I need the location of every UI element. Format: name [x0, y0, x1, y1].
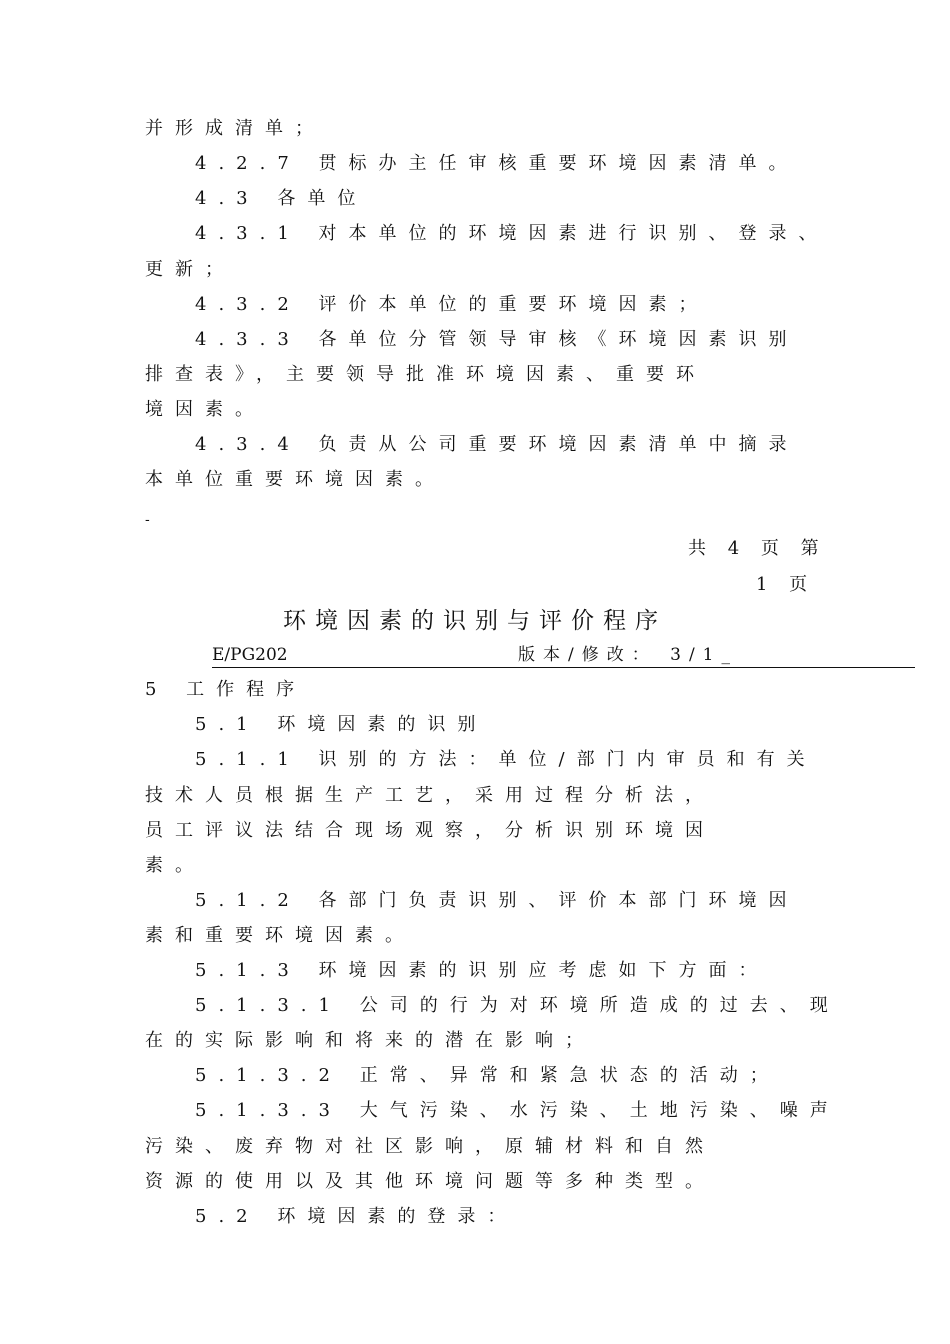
text-line: 素和重要环境因素。 [145, 925, 415, 946]
document-header-row [212, 645, 915, 668]
text-line: 排查表》，主要领导批准环境因素、重要环 [145, 364, 706, 385]
text-line: 5.1.2 各部门负责识别、评价本部门环境因 [195, 890, 799, 911]
text-line: 5.1.1 识别的方法：单位/部门内审员和有关 [195, 749, 817, 770]
text-line: 污染、废弃物对社区影响，原辅材料和自然 [145, 1136, 715, 1157]
text-line: 技术人员根据生产工艺，采用过程分析法， [145, 785, 715, 806]
section-heading: 5 工作程序 [145, 679, 307, 700]
text-line: 更新； [145, 259, 235, 280]
page-count: 共 4 页 第 [688, 538, 827, 559]
text-line: 4.3.3 各单位分管领导审核《环境因素识别 [195, 329, 799, 350]
text-line: 在的实际影响和将来的潜在影响； [145, 1030, 595, 1051]
text-line: 5.1.3.1 公司的行为对环境所造成的过去、现 [195, 995, 840, 1016]
section-heading: 5.2 环境因素的登录： [195, 1206, 518, 1227]
text-line: 境因素。 [145, 399, 265, 420]
text-line: 素。 [145, 855, 205, 876]
document-code: E/PG202 [212, 645, 288, 665]
section-heading: 5.1 环境因素的识别 [195, 714, 488, 735]
text-line: 4.3.1 对本单位的环境因素进行识别、登录、 [195, 223, 829, 244]
text-line: 5.1.3.3 大气污染、水污染、土地污染、噪声 [195, 1100, 840, 1121]
text-line: 员工评议法结合现场观察，分析识别环境因 [145, 820, 715, 841]
text-line: 本单位重要环境因素。 [145, 469, 445, 490]
page-number: 1 页 [756, 574, 816, 595]
text-line: 5.1.3.2 正常、异常和紧急状态的活动； [195, 1065, 780, 1086]
document-title: 环境因素的识别与评价程序 [283, 608, 667, 634]
page-separator: - [145, 512, 150, 528]
text-line: 4.3.4 负责从公司重要环境因素清单中摘录 [195, 434, 799, 455]
text-line: 4.3.2 评价本单位的重要环境因素； [195, 294, 709, 315]
text-line: 资源的使用以及其他环境问题等多种类型。 [145, 1171, 715, 1192]
text-line: 4.2.7 贯标办主任审核重要环境因素清单。 [195, 153, 799, 174]
text-line: 4.3 各单位 [195, 188, 368, 209]
text-line: 5.1.3 环境因素的识别应考虑如下方面： [195, 960, 769, 981]
document-version: 版本/修改： 3/1_ [518, 645, 738, 665]
text-line: 并形成清单； [145, 118, 325, 139]
